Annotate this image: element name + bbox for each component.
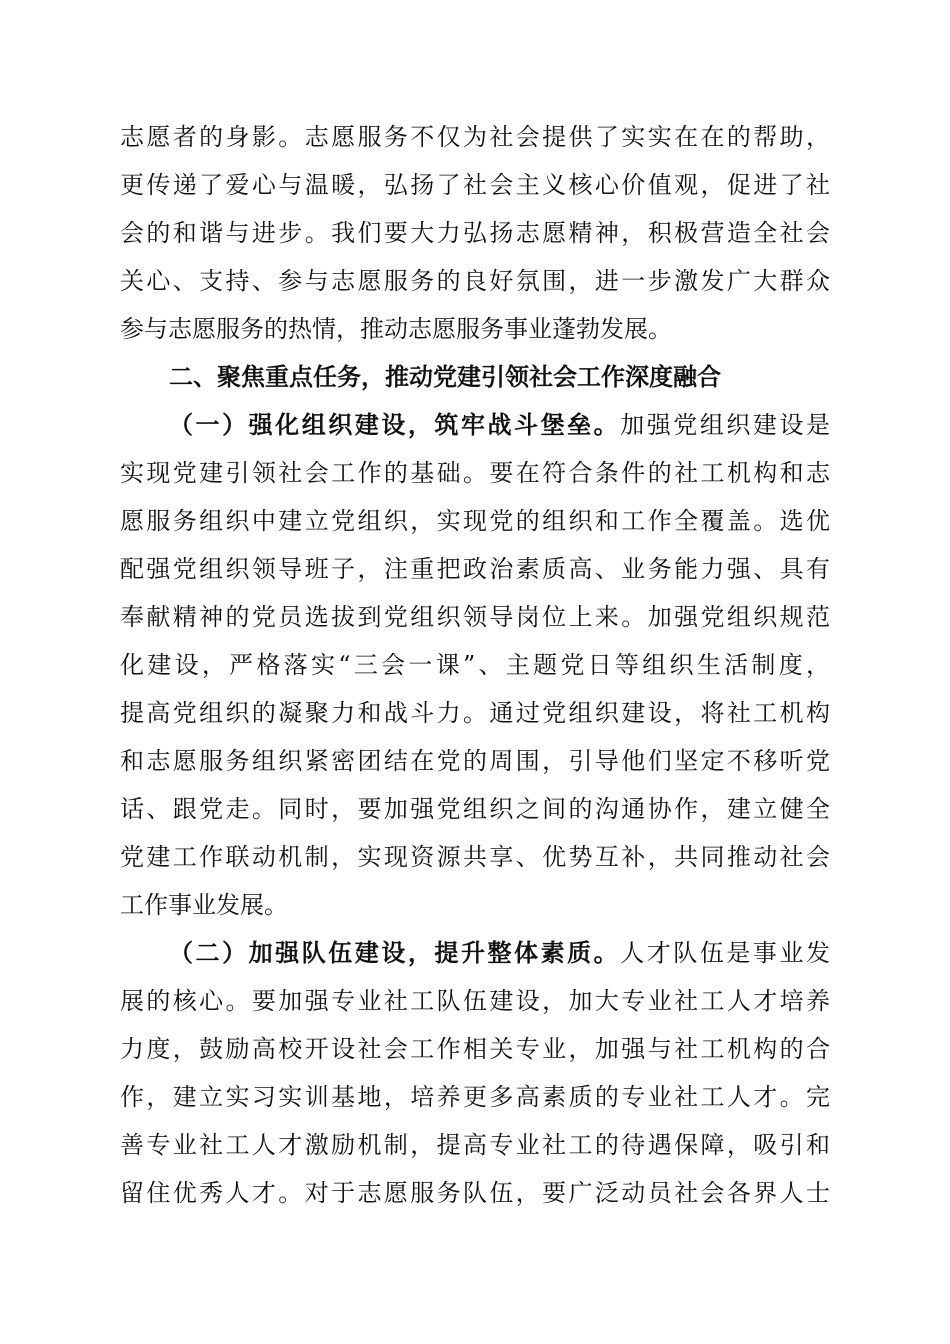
paragraph-line: 留住优秀人才。对于志愿服务队伍，要广泛动员社会各界人士: [120, 1179, 830, 1207]
paragraph-line: 提高党组织的凝聚力和战斗力。通过党组织建设，将社工机构: [120, 699, 830, 727]
section-heading: 二、聚焦重点任务，推动党建引领社会工作深度融合: [169, 363, 721, 391]
paragraph-line: 参与志愿服务的热情，推动志愿服务事业蓬勃发展。: [120, 315, 672, 343]
paragraph-line: 愿服务组织中建立党组织，实现党的组织和工作全覆盖。选优: [120, 507, 830, 535]
paragraph-line: 奉献精神的党员选拔到党组织领导岗位上来。加强党组织规范: [120, 603, 830, 631]
paragraph-line: 关心、支持、参与志愿服务的良好氛围，进一步激发广大群众: [120, 267, 830, 295]
paragraph-first-line: [169, 933, 830, 973]
paragraph-line: 力度，鼓励高校开设社会工作相关专业，加强与社工机构的合: [120, 1035, 830, 1063]
paragraph-text: 人才队伍是事业发: [620, 939, 831, 967]
paragraph-text: 加强党组织建设是: [620, 411, 831, 439]
paragraph-line: 会的和谐与进步。我们要大力弘扬志愿精神，积极营造全社会: [120, 219, 830, 247]
paragraph-line: 化建设，严格落实“三会一课”、主题党日等组织生活制度，: [120, 651, 830, 679]
paragraph-line: 和志愿服务组织紧密团结在党的周围，引导他们坚定不移听党: [120, 747, 830, 775]
paragraph-line: 党建工作联动机制，实现资源共享、优势互补，共同推动社会: [120, 843, 830, 871]
paragraph-first-line: [169, 405, 830, 445]
paragraph-line: 话、跟党走。同时，要加强党组织之间的沟通协作，建立健全: [120, 795, 830, 823]
paragraph-line: 作，建立实习实训基地，培养更多高素质的专业社工人才。完: [120, 1083, 830, 1111]
paragraph-line: 配强党组织领导班子，注重把政治素质高、业务能力强、具有: [120, 555, 830, 583]
subsection-heading: （二）加强队伍建设，提升整体素质。: [169, 939, 621, 967]
paragraph-line: 更传递了爱心与温暖，弘扬了社会主义核心价值观，促进了社: [120, 171, 830, 199]
paragraph-line: 展的核心。要加强专业社工队伍建设，加大专业社工人才培养: [120, 987, 830, 1015]
paragraph-line: 工作事业发展。: [120, 891, 288, 919]
paragraph-line: 志愿者的身影。志愿服务不仅为社会提供了实实在在的帮助，: [120, 123, 830, 151]
paragraph-line: 实现党建引领社会工作的基础。要在符合条件的社工机构和志: [120, 459, 830, 487]
paragraph-line: 善专业社工人才激励机制，提高专业社工的待遇保障，吸引和: [120, 1131, 830, 1159]
subsection-heading: （一）强化组织建设，筑牢战斗堡垒。: [169, 411, 621, 439]
